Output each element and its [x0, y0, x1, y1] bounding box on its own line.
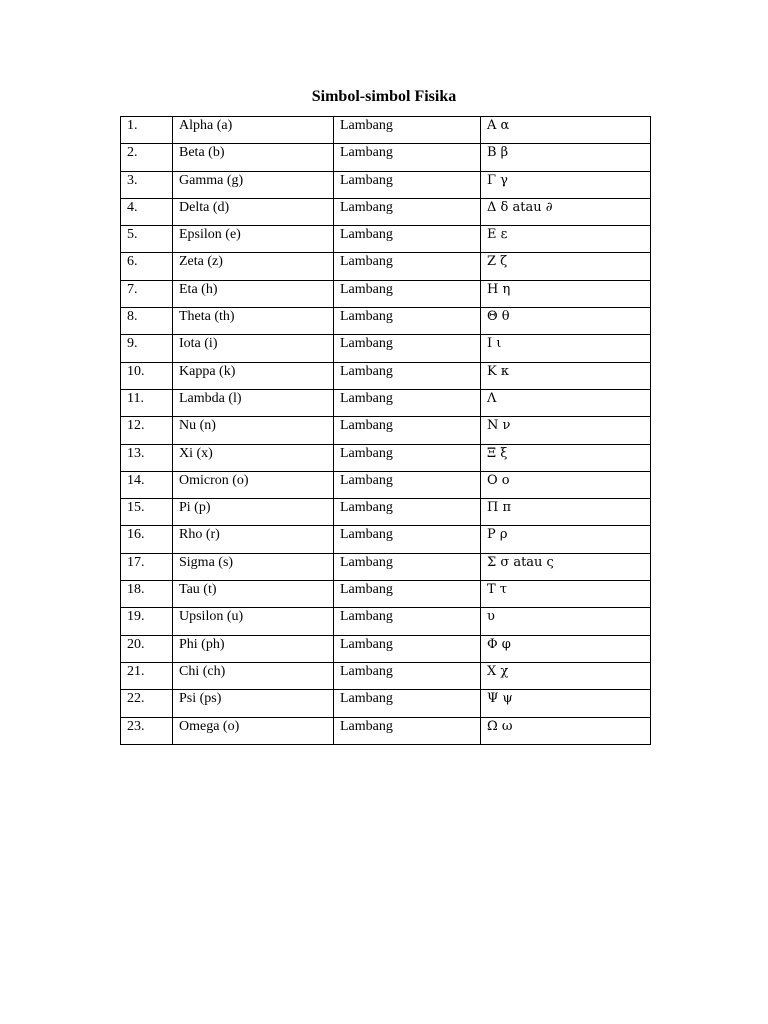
letter-name: Theta (th)	[173, 308, 334, 335]
greek-symbol: Δ δ atau ∂	[481, 198, 651, 225]
table-row	[121, 635, 651, 662]
greek-symbol: Ζ ζ	[481, 253, 651, 280]
lambang-label: Lambang	[334, 226, 481, 253]
letter-name: Omega (o)	[173, 717, 334, 744]
letter-name: Upsilon (u)	[173, 608, 334, 635]
letter-name: Delta (d)	[173, 198, 334, 225]
lambang-label: Lambang	[334, 471, 481, 498]
row-number: 9.	[121, 335, 173, 362]
table-row	[121, 280, 651, 307]
table-row	[121, 690, 651, 717]
greek-symbol: Η η	[481, 280, 651, 307]
letter-name: Zeta (z)	[173, 253, 334, 280]
table-row	[121, 308, 651, 335]
lambang-label: Lambang	[334, 553, 481, 580]
greek-symbol: Γ γ	[481, 171, 651, 198]
row-number: 14.	[121, 471, 173, 498]
symbols-table-body	[121, 117, 651, 745]
greek-symbol: Ω ω	[481, 717, 651, 744]
row-number: 2.	[121, 144, 173, 171]
lambang-label: Lambang	[334, 117, 481, 144]
greek-symbol: Θ θ	[481, 308, 651, 335]
letter-name: Epsilon (e)	[173, 226, 334, 253]
table-row	[121, 471, 651, 498]
table-row	[121, 198, 651, 225]
table-row	[121, 581, 651, 608]
table-row	[121, 253, 651, 280]
greek-symbol: Ι ι	[481, 335, 651, 362]
lambang-label: Lambang	[334, 635, 481, 662]
letter-name: Phi (ph)	[173, 635, 334, 662]
letter-name: Kappa (k)	[173, 362, 334, 389]
letter-name: Nu (n)	[173, 417, 334, 444]
row-number: 4.	[121, 198, 173, 225]
lambang-label: Lambang	[334, 171, 481, 198]
letter-name: Iota (i)	[173, 335, 334, 362]
greek-symbol: υ	[481, 608, 651, 635]
greek-symbol: Φ φ	[481, 635, 651, 662]
row-number: 10.	[121, 362, 173, 389]
letter-name: Alpha (a)	[173, 117, 334, 144]
lambang-label: Lambang	[334, 444, 481, 471]
table-row	[121, 608, 651, 635]
row-number: 1.	[121, 117, 173, 144]
greek-symbol: Π π	[481, 499, 651, 526]
row-number: 12.	[121, 417, 173, 444]
greek-symbol: Ξ ξ	[481, 444, 651, 471]
table-row	[121, 171, 651, 198]
lambang-label: Lambang	[334, 335, 481, 362]
lambang-label: Lambang	[334, 717, 481, 744]
symbols-table	[120, 116, 651, 745]
greek-symbol: Λ	[481, 389, 651, 416]
greek-symbol: Β β	[481, 144, 651, 171]
letter-name: Beta (b)	[173, 144, 334, 171]
letter-name: Sigma (s)	[173, 553, 334, 580]
letter-name: Rho (r)	[173, 526, 334, 553]
table-row	[121, 144, 651, 171]
lambang-label: Lambang	[334, 280, 481, 307]
lambang-label: Lambang	[334, 198, 481, 225]
row-number: 17.	[121, 553, 173, 580]
table-row	[121, 526, 651, 553]
letter-name: Psi (ps)	[173, 690, 334, 717]
greek-symbol: Ε ε	[481, 226, 651, 253]
row-number: 13.	[121, 444, 173, 471]
letter-name: Lambda (l)	[173, 389, 334, 416]
letter-name: Tau (t)	[173, 581, 334, 608]
lambang-label: Lambang	[334, 608, 481, 635]
row-number: 15.	[121, 499, 173, 526]
greek-symbol: Χ χ	[481, 662, 651, 689]
row-number: 23.	[121, 717, 173, 744]
greek-symbol: Τ τ	[481, 581, 651, 608]
table-row	[121, 362, 651, 389]
row-number: 3.	[121, 171, 173, 198]
row-number: 7.	[121, 280, 173, 307]
lambang-label: Lambang	[334, 362, 481, 389]
letter-name: Chi (ch)	[173, 662, 334, 689]
lambang-label: Lambang	[334, 253, 481, 280]
row-number: 5.	[121, 226, 173, 253]
letter-name: Gamma (g)	[173, 171, 334, 198]
lambang-label: Lambang	[334, 144, 481, 171]
row-number: 11.	[121, 389, 173, 416]
table-row	[121, 717, 651, 744]
greek-symbol: Ρ ρ	[481, 526, 651, 553]
greek-symbol: Κ κ	[481, 362, 651, 389]
table-row	[121, 444, 651, 471]
lambang-label: Lambang	[334, 499, 481, 526]
table-row	[121, 553, 651, 580]
greek-symbol: Ψ ψ	[481, 690, 651, 717]
lambang-label: Lambang	[334, 581, 481, 608]
greek-symbol: Σ σ atau ς	[481, 553, 651, 580]
row-number: 16.	[121, 526, 173, 553]
row-number: 6.	[121, 253, 173, 280]
greek-symbol: Ν ν	[481, 417, 651, 444]
row-number: 20.	[121, 635, 173, 662]
lambang-label: Lambang	[334, 417, 481, 444]
letter-name: Xi (x)	[173, 444, 334, 471]
letter-name: Omicron (o)	[173, 471, 334, 498]
table-row	[121, 335, 651, 362]
table-row	[121, 499, 651, 526]
row-number: 8.	[121, 308, 173, 335]
row-number: 19.	[121, 608, 173, 635]
table-row	[121, 117, 651, 144]
row-number: 21.	[121, 662, 173, 689]
page-title: Simbol-simbol Fisika	[311, 88, 457, 105]
table-row	[121, 662, 651, 689]
table-row	[121, 389, 651, 416]
lambang-label: Lambang	[334, 526, 481, 553]
lambang-label: Lambang	[334, 389, 481, 416]
lambang-label: Lambang	[334, 662, 481, 689]
row-number: 18.	[121, 581, 173, 608]
letter-name: Pi (p)	[173, 499, 334, 526]
row-number: 22.	[121, 690, 173, 717]
greek-symbol: Α α	[481, 117, 651, 144]
greek-symbol: Ο ο	[481, 471, 651, 498]
table-row	[121, 226, 651, 253]
lambang-label: Lambang	[334, 308, 481, 335]
table-row	[121, 417, 651, 444]
lambang-label: Lambang	[334, 690, 481, 717]
letter-name: Eta (h)	[173, 280, 334, 307]
